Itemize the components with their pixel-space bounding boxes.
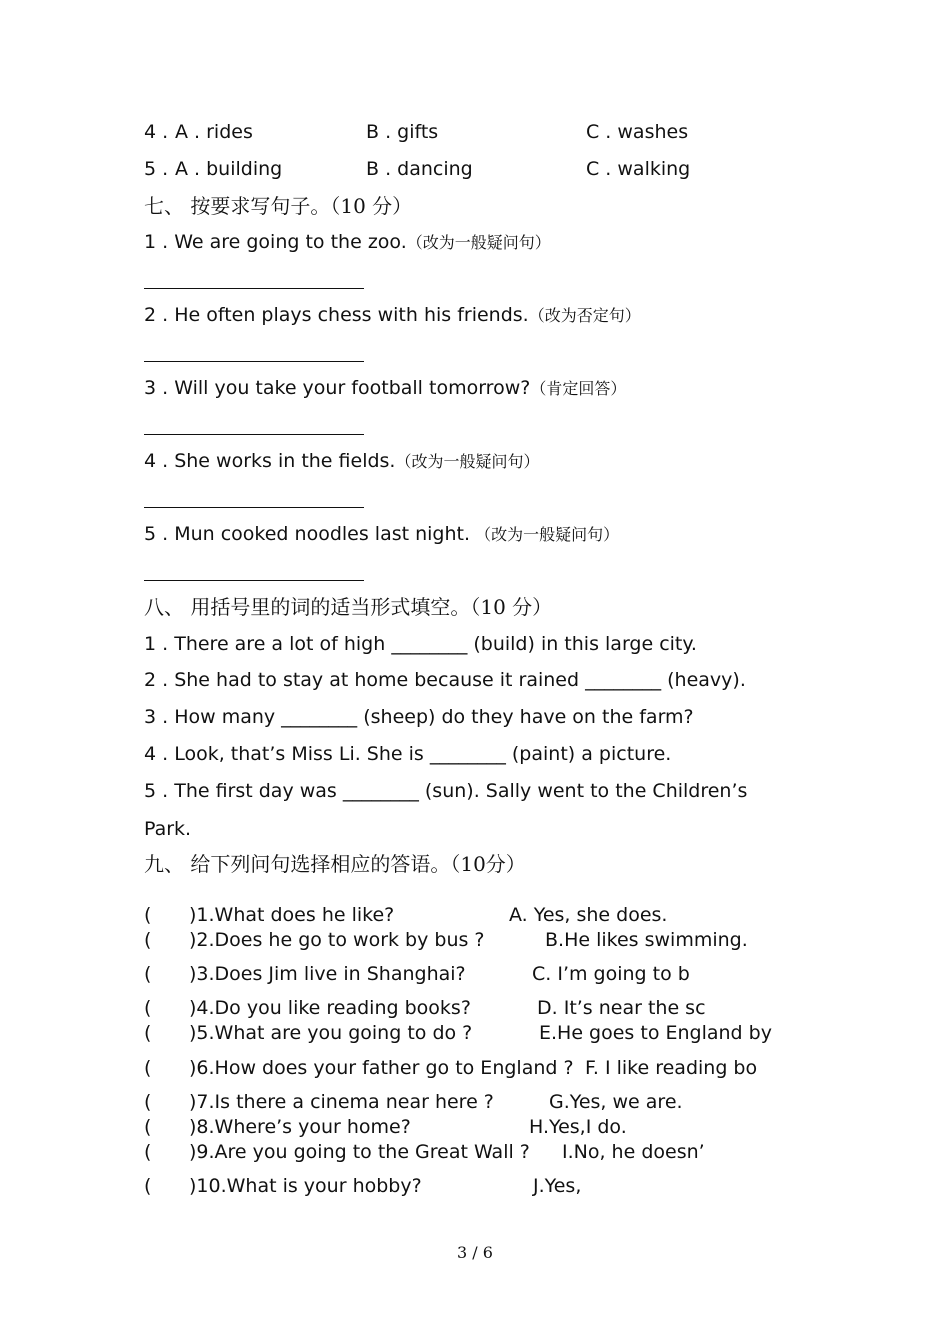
answer-blank-7-4[interactable]	[144, 507, 364, 508]
option-b: B . dancing	[366, 158, 473, 180]
match-row-1	[144, 903, 668, 927]
question-hint: （改为一般疑问句）	[395, 452, 540, 471]
match-answer: F. I like reading bo	[585, 1057, 758, 1079]
question-7-3	[144, 376, 626, 401]
match-question: )10.What is your hobby?	[189, 1175, 422, 1197]
answer-paren[interactable]: (	[144, 904, 152, 926]
answer-blank-7-2[interactable]	[144, 361, 364, 362]
answer-paren[interactable]: (	[144, 929, 152, 951]
question-hint: （改为否定句）	[528, 306, 641, 325]
section-8-title: 八、 用括号里的词的适当形式填空。（10 分）	[144, 595, 553, 619]
answer-paren[interactable]: (	[144, 1141, 152, 1163]
question-text: 2 . He often plays chess with his friends.	[144, 304, 529, 326]
answer-paren[interactable]: (	[144, 1091, 152, 1113]
question-text: 4 . She works in the fields.	[144, 450, 396, 472]
section-9-title: 九、 给下列问句选择相应的答语。（10分）	[144, 852, 526, 876]
match-answer: G.Yes, we are.	[549, 1091, 683, 1113]
question-hint: （改为一般疑问句）	[470, 525, 620, 544]
option-c: C . walking	[586, 158, 691, 180]
answer-paren[interactable]: (	[144, 1022, 152, 1044]
option-a: A . building	[175, 158, 283, 180]
option-b: B . gifts	[366, 121, 439, 143]
question-7-5	[144, 522, 619, 547]
option-number: 4 .	[144, 121, 169, 143]
answer-paren[interactable]: (	[144, 1116, 152, 1138]
match-question: )3.Does Jim live in Shanghai?	[189, 963, 466, 985]
answer-paren[interactable]: (	[144, 1175, 152, 1197]
option-c: C . washes	[586, 121, 689, 143]
question-8-1: 1 . There are a lot of high ________ (build) in this large city.	[144, 633, 697, 655]
option-row-5	[144, 157, 691, 181]
match-question: )5.What are you going to do ?	[189, 1022, 473, 1044]
match-question: )7.Is there a cinema near here ?	[189, 1091, 494, 1113]
match-question: )2.Does he go to work by bus ?	[189, 929, 485, 951]
answer-paren[interactable]: (	[144, 1057, 152, 1079]
match-row-2	[144, 928, 748, 952]
question-8-2: 2 . She had to stay at home because it rained ________ (heavy).	[144, 669, 746, 691]
question-8-5: 5 . The first day was ________ (sun). Sally went to the Children’s	[144, 780, 748, 802]
match-answer: I.No, he doesn’	[562, 1141, 705, 1163]
option-number: 5 .	[144, 158, 169, 180]
question-7-4	[144, 449, 540, 474]
match-answer: J.Yes,	[533, 1175, 582, 1197]
match-answer: C. I’m going to b	[532, 963, 690, 985]
match-question: )6.How does your father go to England ?	[189, 1057, 574, 1079]
match-row-5	[144, 1021, 772, 1045]
match-question: )9.Are you going to the Great Wall ?	[189, 1141, 530, 1163]
match-row-7	[144, 1090, 683, 1114]
match-row-6	[144, 1056, 758, 1080]
page-number: 3 / 6	[457, 1243, 493, 1262]
question-7-2	[144, 303, 641, 328]
question-8-4: 4 . Look, that’s Miss Li. She is ________ (paint) a picture.	[144, 743, 672, 765]
answer-blank-7-5[interactable]	[144, 580, 364, 581]
match-answer: E.He goes to England by	[539, 1022, 772, 1044]
section-7-title: 七、 按要求写句子。（10 分）	[144, 194, 413, 218]
option-row-4	[144, 120, 689, 144]
match-answer: D. It’s near the sc	[537, 997, 706, 1019]
match-row-4	[144, 996, 706, 1020]
match-question: )4.Do you like reading books?	[189, 997, 471, 1019]
answer-blank-7-1[interactable]	[144, 288, 364, 289]
answer-paren[interactable]: (	[144, 997, 152, 1019]
question-8-5-continued: Park.	[144, 818, 192, 840]
question-text: 1 . We are going to the zoo.	[144, 231, 407, 253]
match-answer: A. Yes, she does.	[509, 904, 668, 926]
question-hint: （改为一般疑问句）	[406, 233, 551, 252]
match-answer: B.He likes swimming.	[545, 929, 748, 951]
match-question: )8.Where’s your home?	[189, 1116, 411, 1138]
match-row-8	[144, 1115, 627, 1139]
match-row-3	[144, 962, 690, 986]
answer-blank-7-3[interactable]	[144, 434, 364, 435]
question-hint: （肯定回答）	[530, 379, 627, 398]
question-text: 5 . Mun cooked noodles last night.	[144, 523, 471, 545]
match-answer: H.Yes,I do.	[529, 1116, 627, 1138]
question-8-3: 3 . How many ________ (sheep) do they have on the farm?	[144, 706, 694, 728]
question-7-1	[144, 230, 551, 255]
option-a: A . rides	[175, 121, 253, 143]
match-question: )1.What does he like?	[189, 904, 395, 926]
question-text: 3 . Will you take your football tomorrow?	[144, 377, 531, 399]
match-row-10	[144, 1174, 582, 1198]
answer-paren[interactable]: (	[144, 963, 152, 985]
match-row-9	[144, 1140, 705, 1164]
